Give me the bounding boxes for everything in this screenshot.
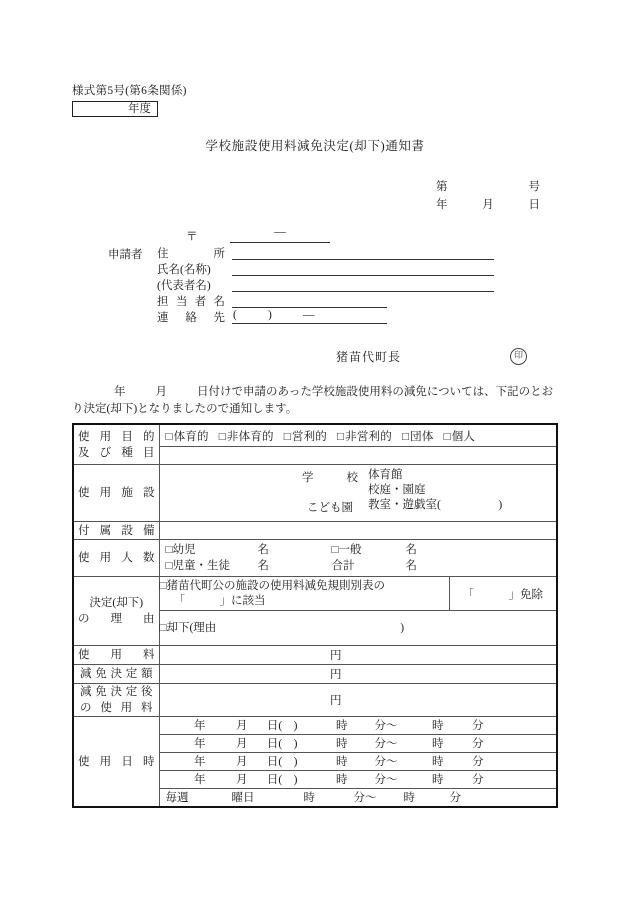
weekly-spacer <box>490 790 557 806</box>
name-label: 氏名(名称) <box>157 264 211 276</box>
reason-label-cell <box>73 577 159 646</box>
purpose-option-4: 団体 <box>410 430 434 443</box>
fee-0-unit: 円 <box>330 650 342 662</box>
table-row-equipment <box>73 522 557 540</box>
fee-1-value-cell[interactable] <box>159 665 557 684</box>
weekly-minute-start: 分〜 <box>353 791 377 804</box>
contact-person-field[interactable] <box>232 292 387 308</box>
people-label-cell <box>73 540 159 577</box>
facility-kind-0: 学校 <box>302 472 358 484</box>
fee-0-label: 使用料 <box>78 649 155 661</box>
people-value-cell[interactable] <box>159 540 557 577</box>
number-suffix: 号 <box>528 181 540 193</box>
datetime-2-day: 日( ) <box>266 755 298 768</box>
facility-content <box>160 465 557 521</box>
contact-dash: — <box>303 309 315 321</box>
datetime-2-minute-end: 分 <box>472 755 484 768</box>
datetime-3-month: 月 <box>236 773 248 786</box>
table-row-fee-2 <box>73 684 557 717</box>
checkbox-hitaiikuteki[interactable]: □ <box>218 430 226 443</box>
datetime-0-month: 月 <box>236 719 248 732</box>
facility-value-cell[interactable] <box>159 465 557 522</box>
datetime-1-spacer <box>484 736 557 752</box>
datetime-weekly-line <box>160 790 557 806</box>
people-row-0-col-0[interactable]: □幼児 <box>165 544 196 556</box>
body-paragraph <box>72 384 556 418</box>
purpose-label-line1: 使用目的 <box>78 430 155 443</box>
checkbox-kojin[interactable]: □ <box>443 430 451 443</box>
datetime-line-3 <box>160 772 557 788</box>
datetime-3-minute-start: 分〜 <box>374 773 398 786</box>
date-year-label: 年 <box>436 199 448 211</box>
page-title: 学校施設使用料減免決定(却下)通知書 <box>205 139 425 153</box>
datetime-2-month: 月 <box>236 755 248 768</box>
equipment-label: 付属設備 <box>78 524 155 537</box>
facility-blank-area[interactable] <box>160 465 295 521</box>
datetime-row-2[interactable] <box>159 753 557 771</box>
checkbox-eiriteki[interactable]: □ <box>283 430 291 443</box>
fee-2-value-cell[interactable] <box>159 684 557 717</box>
fee-0-value-cell[interactable] <box>159 646 557 665</box>
datetime-2-spacer <box>484 754 557 770</box>
seal-icon: 印 <box>510 348 527 365</box>
people-row-0-col-1: 名 <box>257 544 269 556</box>
exempt-cell[interactable] <box>449 577 557 611</box>
reason-label-line1: 決定(却下) <box>89 597 144 609</box>
fee-1-label-cell <box>73 665 159 684</box>
datetime-3-hour-end: 時 <box>432 773 444 786</box>
equipment-value-cell[interactable] <box>159 522 557 540</box>
datetime-0-hour-end: 時 <box>432 719 444 732</box>
weekly-hour-start: 時 <box>303 791 315 804</box>
datetime-0-minute-start: 分〜 <box>374 719 398 732</box>
datetime-0-year: 年 <box>194 719 206 732</box>
reason-rule-line2[interactable]: 「 」に該当 <box>173 594 266 607</box>
reason-rule-cell[interactable] <box>159 577 449 611</box>
datetime-1-minute-start: 分〜 <box>374 737 398 750</box>
fee-2-label-line2: の使用料 <box>80 702 153 714</box>
representative-field[interactable] <box>232 276 494 292</box>
reason-label-line2: の理由 <box>78 613 155 625</box>
datetime-1-hour-start: 時 <box>336 737 348 750</box>
rejection-label[interactable]: □却下(理由 ) <box>159 621 405 634</box>
table-row-datetime-0 <box>73 717 557 735</box>
datetime-weekly-row[interactable] <box>159 789 557 808</box>
datetime-label: 使用日時 <box>78 755 155 768</box>
body-text-1: 日付けで申請のあった学校施設使用料の減免については、下記のとお <box>197 386 554 398</box>
fiscal-year-box: 年度 <box>72 101 158 117</box>
datetime-3-year: 年 <box>194 773 206 786</box>
datetime-3-minute-end: 分 <box>472 773 484 786</box>
datetime-0-hour-start: 時 <box>336 719 348 732</box>
purpose-option-2: 営利的 <box>291 430 327 443</box>
purpose-option-0: 体育的 <box>173 430 209 443</box>
facility-kind-0-wrap <box>294 469 366 485</box>
body-month: 月 <box>155 386 167 398</box>
datetime-3-day: 日( ) <box>266 773 298 786</box>
table-row-reason-top <box>73 577 557 611</box>
equipment-label-cell <box>73 522 159 540</box>
body-text-2: り決定(却下)となりましたので通知します。 <box>72 403 298 415</box>
datetime-2-minute-start: 分〜 <box>374 755 398 768</box>
people-label: 使用人数 <box>78 552 155 564</box>
datetime-label-cell <box>73 717 159 808</box>
contact-paren-open: ( <box>233 309 237 321</box>
body-year: 年 <box>114 386 126 398</box>
datetime-3-spacer <box>484 772 557 788</box>
datetime-1-hour-end: 時 <box>432 737 444 750</box>
datetime-0-day: 日( ) <box>266 719 298 732</box>
datetime-3-hour-start: 時 <box>336 773 348 786</box>
datetime-1-year: 年 <box>194 737 206 750</box>
people-row-1-col-1: 名 <box>257 560 269 572</box>
table-row-people <box>73 540 557 577</box>
weekly-weekday-label: 曜日 <box>231 791 255 804</box>
exempt-label: 「 」免除 <box>462 588 543 601</box>
number-prefix: 第 <box>436 181 448 193</box>
people-grid <box>160 540 557 576</box>
weekly-minute-end: 分 <box>449 791 461 804</box>
application-detail-table <box>72 423 558 808</box>
weekly-every-label: 毎週 <box>165 791 189 804</box>
facility-kind-1: こども園 <box>307 502 353 514</box>
facility-kind-list <box>294 465 366 521</box>
applicant-section-label: 申請者 <box>108 249 143 261</box>
datetime-0-minute-end: 分 <box>472 719 484 732</box>
datetime-1-month: 月 <box>236 737 248 750</box>
datetime-2-hour-start: 時 <box>336 755 348 768</box>
datetime-1-minute-end: 分 <box>472 737 484 750</box>
postal-mark-icon: 〒 <box>186 231 198 243</box>
postal-code-field[interactable]: — <box>230 227 330 243</box>
date-day-label: 日 <box>528 199 540 211</box>
table-row-fee-0 <box>73 646 557 665</box>
facility-room-list <box>366 465 556 521</box>
contact-person-label: 担当者名 <box>157 296 225 308</box>
form-number: 様式第5号(第6条関係) <box>72 85 187 97</box>
document-number-row <box>436 178 540 194</box>
address-field[interactable] <box>232 244 494 260</box>
date-month-label: 月 <box>482 199 494 211</box>
people-row-1-col-3: 名 <box>405 560 417 572</box>
checkbox-taiikuteki[interactable]: □ <box>165 430 173 443</box>
purpose-label-line2: 及び種目 <box>78 446 155 459</box>
reason-rule-line1[interactable]: □猪苗代町公の施設の使用料減免規則別表の <box>159 579 385 592</box>
people-row-0-col-3: 名 <box>405 544 417 556</box>
checkbox-hieiriteki[interactable]: □ <box>337 430 345 443</box>
rejection-cell[interactable] <box>159 611 557 646</box>
facility-kind-1-wrap <box>294 499 366 515</box>
document-date-row <box>436 196 540 212</box>
datetime-line-1 <box>160 736 557 752</box>
contact-paren-close: ) <box>268 309 272 321</box>
datetime-0-spacer <box>484 718 557 734</box>
facility-label-cell <box>73 465 159 522</box>
purpose-option-5: 個人 <box>451 430 476 443</box>
people-row-1-col-2: 合計 <box>331 560 355 572</box>
purpose-freeform-cell[interactable] <box>159 447 557 465</box>
datetime-row-0[interactable] <box>159 717 557 735</box>
datetime-2-year: 年 <box>194 755 206 768</box>
datetime-row-3[interactable] <box>159 771 557 789</box>
datetime-line-2 <box>160 754 557 770</box>
fee-2-unit: 円 <box>330 695 342 707</box>
purpose-option-3: 非営利的 <box>345 430 392 443</box>
signer-title: 猪苗代町長 <box>336 350 402 364</box>
facility-label: 使用施設 <box>78 487 155 499</box>
representative-label: (代表者名) <box>157 280 211 292</box>
datetime-1-day: 日( ) <box>266 737 298 750</box>
purpose-option-1: 非体育的 <box>226 430 274 443</box>
weekly-hour-end: 時 <box>403 791 415 804</box>
purpose-options-cell[interactable] <box>159 424 557 447</box>
fee-2-label-cell <box>73 684 159 717</box>
fee-0-label-cell <box>73 646 159 665</box>
facility-room-2[interactable]: 教室・遊戯室( ) <box>368 499 503 511</box>
address-label: 住所 <box>157 248 225 260</box>
table-row-fee-1 <box>73 665 557 684</box>
table-row-purpose <box>73 424 557 447</box>
purpose-label-cell <box>73 424 159 465</box>
name-field[interactable] <box>232 260 494 276</box>
datetime-line-0 <box>160 718 557 734</box>
contact-label: 連絡先 <box>157 312 225 324</box>
people-row-1-col-0[interactable]: □児童・生徒 <box>165 560 230 572</box>
fee-1-unit: 円 <box>330 669 342 681</box>
people-row-0-col-2[interactable]: □一般 <box>331 544 362 556</box>
facility-room-0[interactable]: 体育館 <box>368 469 403 481</box>
checkbox-dantai[interactable]: □ <box>401 430 410 443</box>
table-row-facility <box>73 465 557 522</box>
facility-room-1[interactable]: 校庭・園庭 <box>368 484 426 496</box>
purpose-checkbox-group[interactable] <box>166 428 551 444</box>
datetime-row-1[interactable] <box>159 735 557 753</box>
fee-2-label-line1: 減免決定後 <box>80 686 153 698</box>
fee-1-label: 減免決定額 <box>80 668 153 680</box>
datetime-2-hour-end: 時 <box>432 755 444 768</box>
